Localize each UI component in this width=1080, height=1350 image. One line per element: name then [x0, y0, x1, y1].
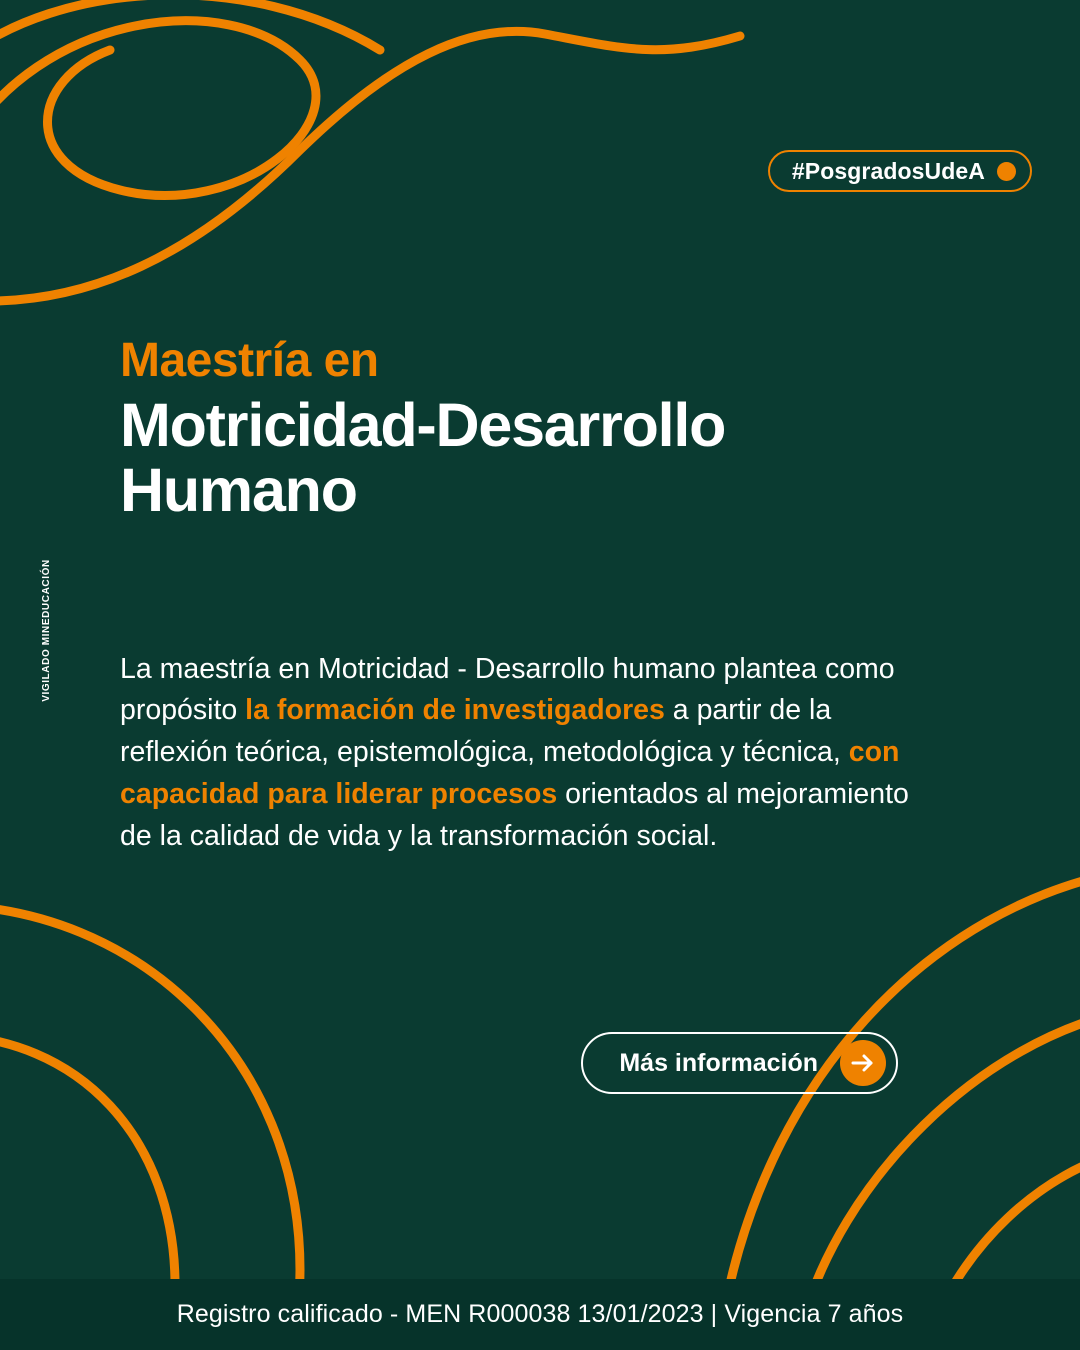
description-part-3: orientados al mejoramiento de la calidad de vida y la transformación social.	[120, 778, 909, 853]
more-info-button[interactable]	[581, 1032, 898, 1094]
registry-text: Registro calificado - MEN R000038 13/01/2023 | Vigencia 7 años	[176, 1300, 904, 1328]
vigilado-mineducacion	[34, 560, 58, 700]
hashtag-badge[interactable]	[768, 150, 1032, 192]
description-part-1: La maestría en Motricidad - Desarrollo humano plantea como propósito	[120, 652, 895, 727]
description-highlight-2: con capacidad para liderar procesos	[120, 736, 900, 811]
more-info-label: Más información	[619, 1048, 818, 1077]
title-block	[120, 335, 920, 523]
program-description	[120, 649, 910, 858]
description-part-2: a partir de la reflexión teórica, epistemológica, metodológica y técnica,	[120, 694, 849, 769]
vigilado-label: VIGILADO MINEDUCACIÓN	[40, 558, 52, 702]
footer-bar	[0, 1279, 1080, 1350]
page-title: Motricidad-Desarrollo Humano	[120, 390, 726, 525]
arrow-right-icon	[840, 1040, 886, 1086]
dot-icon	[997, 162, 1016, 181]
description-highlight-1: la formación de investigadores	[245, 694, 665, 727]
hashtag-label: #PosgradosUdeA	[791, 157, 985, 184]
program-level: Maestría en	[120, 334, 379, 387]
